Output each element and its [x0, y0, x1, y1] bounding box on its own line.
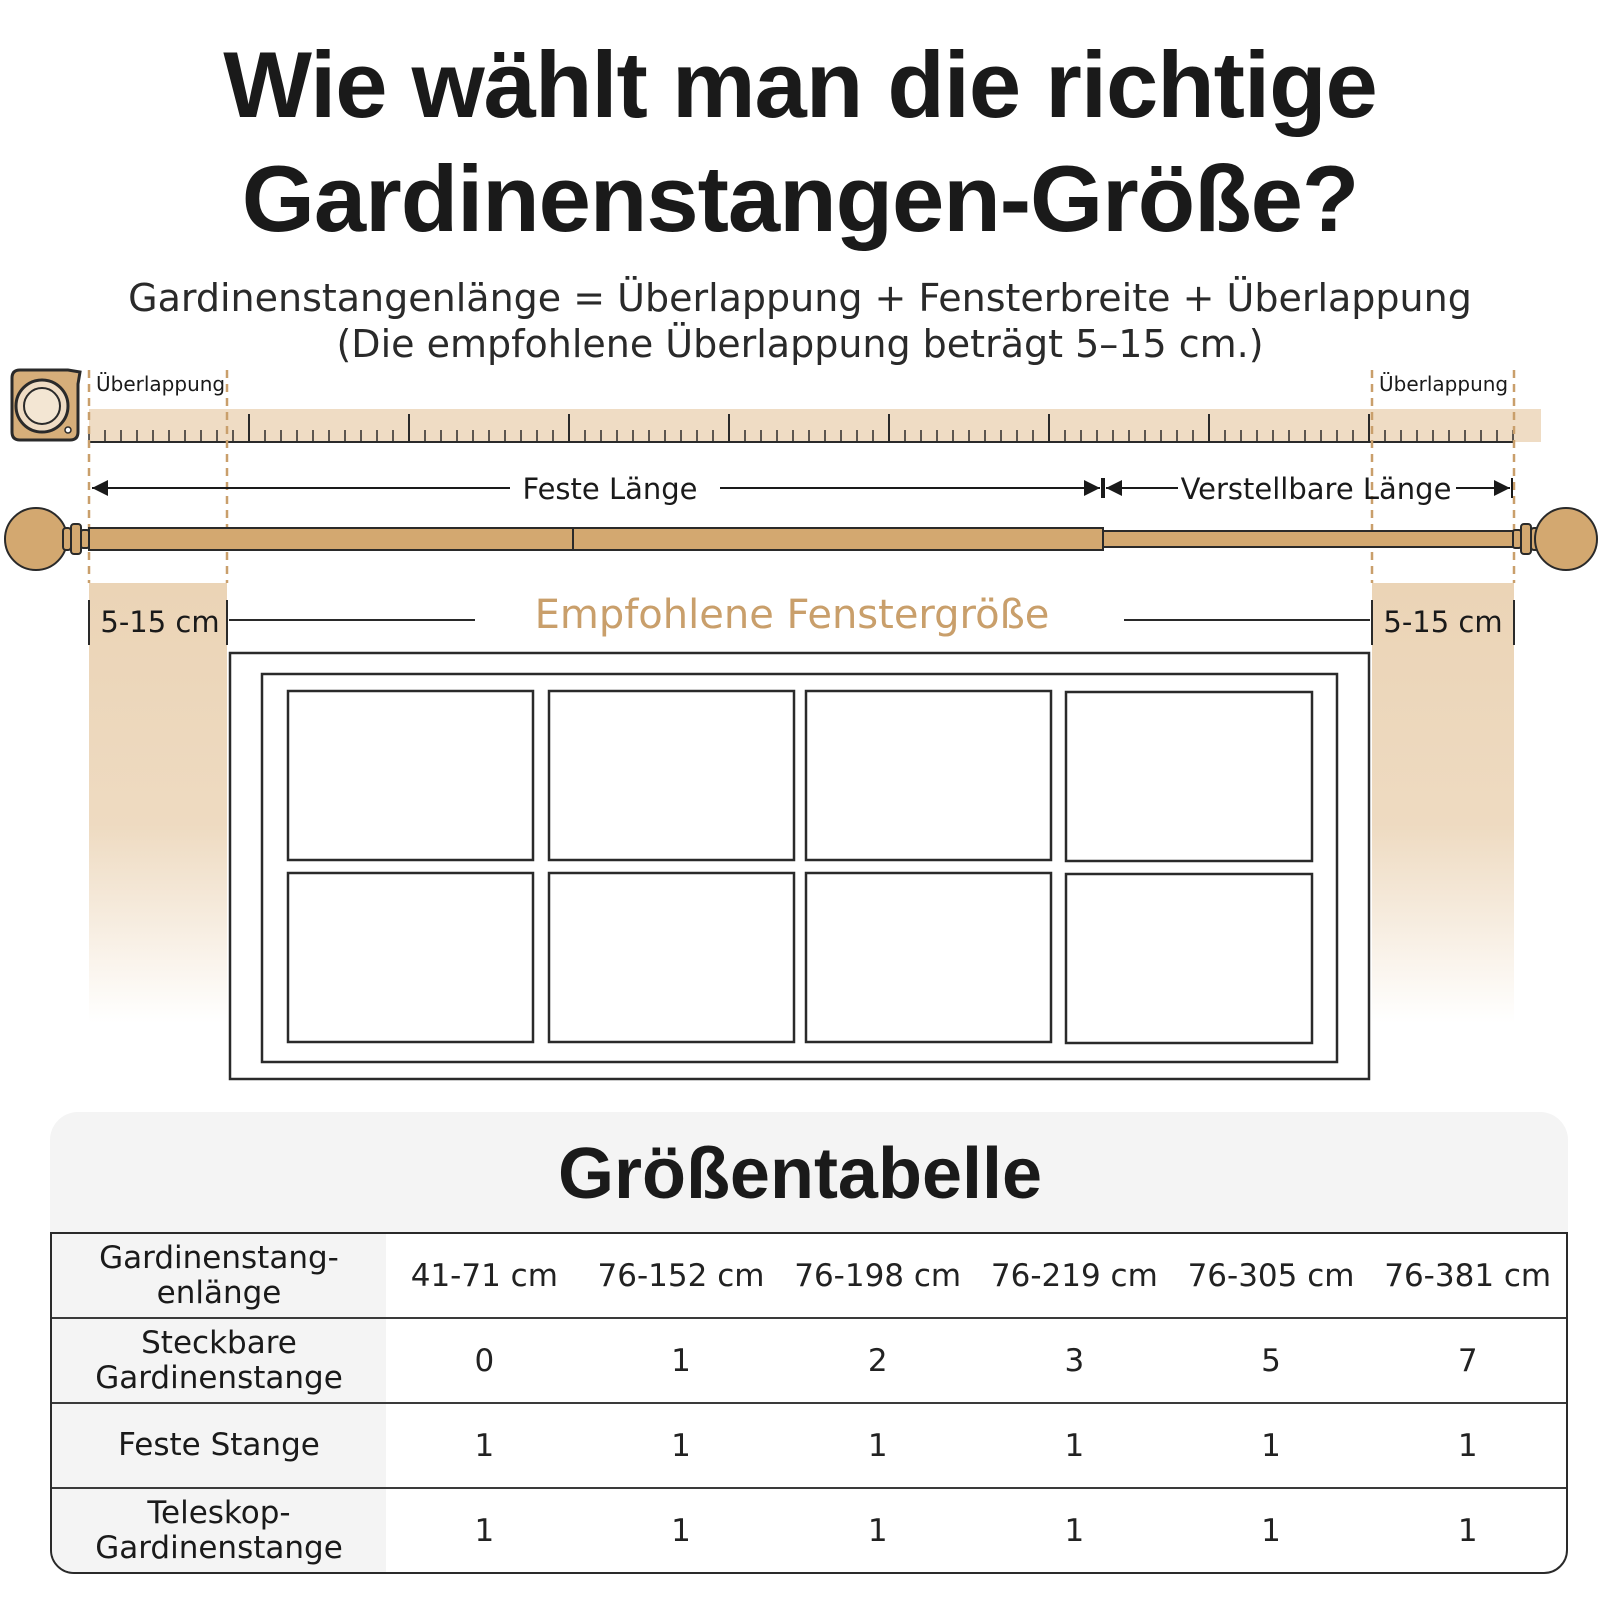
table-cell: 1: [474, 1427, 495, 1464]
table-cell: 1: [1064, 1427, 1085, 1464]
row-header: Teleskop- Gardinenstange: [52, 1489, 386, 1572]
table-cell: 7: [1457, 1342, 1478, 1379]
table-cell: 1: [867, 1427, 888, 1464]
size-table-title: Größentabelle: [557, 1134, 1043, 1214]
overlap-note: (Die empfohlene Überlappung beträgt 5–15 cm.): [336, 322, 1264, 366]
table-cell: 1: [671, 1342, 691, 1379]
ruler-band: [89, 409, 1541, 442]
curtain-rod: [5, 508, 1597, 570]
table-cell: 1: [671, 1512, 691, 1549]
overlap-label-right: Überlappung: [1379, 372, 1509, 396]
row-header: Feste Stange: [52, 1404, 386, 1487]
margin-label-left: 5-15 cm: [100, 605, 220, 639]
table-cell: 2: [867, 1342, 888, 1379]
overlap-zone-left: [89, 583, 227, 1023]
table-cell: 3: [1064, 1342, 1085, 1379]
margin-label-right: 5-15 cm: [1383, 605, 1503, 639]
table-cell: 5: [1261, 1342, 1281, 1379]
table-cell: 76-198 cm: [794, 1257, 962, 1294]
adjustable-length-label: Verstellbare Länge: [1180, 472, 1452, 506]
table-cell: 1: [474, 1512, 495, 1549]
table-cell: 76-305 cm: [1187, 1257, 1355, 1294]
page-title-line-2: Gardinenstangen-Größe?: [241, 146, 1359, 251]
table-row: [52, 1317, 1566, 1402]
window-size-label: Empfohlene Fenstergröße: [534, 592, 1050, 638]
table-cell: 1: [1457, 1512, 1478, 1549]
row-header: Gardinenstang- enlänge: [52, 1234, 386, 1317]
table-cell: 0: [474, 1342, 495, 1379]
row-header: Steckbare Gardinenstange: [52, 1319, 386, 1402]
table-row: [52, 1487, 1566, 1572]
curtain-rod-diagram: [0, 355, 1600, 1095]
length-formula: Gardinenstangenlänge = Überlappung + Fensterbreite + Überlappung: [128, 276, 1472, 320]
table-cell: 1: [671, 1427, 691, 1464]
table-cell: 76-219 cm: [990, 1257, 1158, 1294]
table-cell: 1: [1457, 1427, 1478, 1464]
table-cell: 1: [1261, 1427, 1281, 1464]
tape-measure-icon: [12, 370, 80, 440]
table-cell: 41-71 cm: [410, 1257, 558, 1294]
table-cell: 76-152 cm: [597, 1257, 765, 1294]
page-title-line-1: Wie wählt man die richtige: [223, 32, 1377, 137]
table-cell: 76-381 cm: [1384, 1257, 1552, 1294]
overlap-label-left: Überlappung: [96, 372, 226, 396]
window: [230, 653, 1369, 1079]
table-cell: 1: [1064, 1512, 1085, 1549]
table-row: [52, 1234, 1566, 1317]
table-cell: 1: [867, 1512, 888, 1549]
overlap-zone-right: [1372, 583, 1514, 1023]
size-table: [50, 1232, 1568, 1574]
fixed-length-label: Feste Länge: [522, 472, 698, 506]
table-row: [52, 1402, 1566, 1487]
table-cell: 1: [1261, 1512, 1281, 1549]
